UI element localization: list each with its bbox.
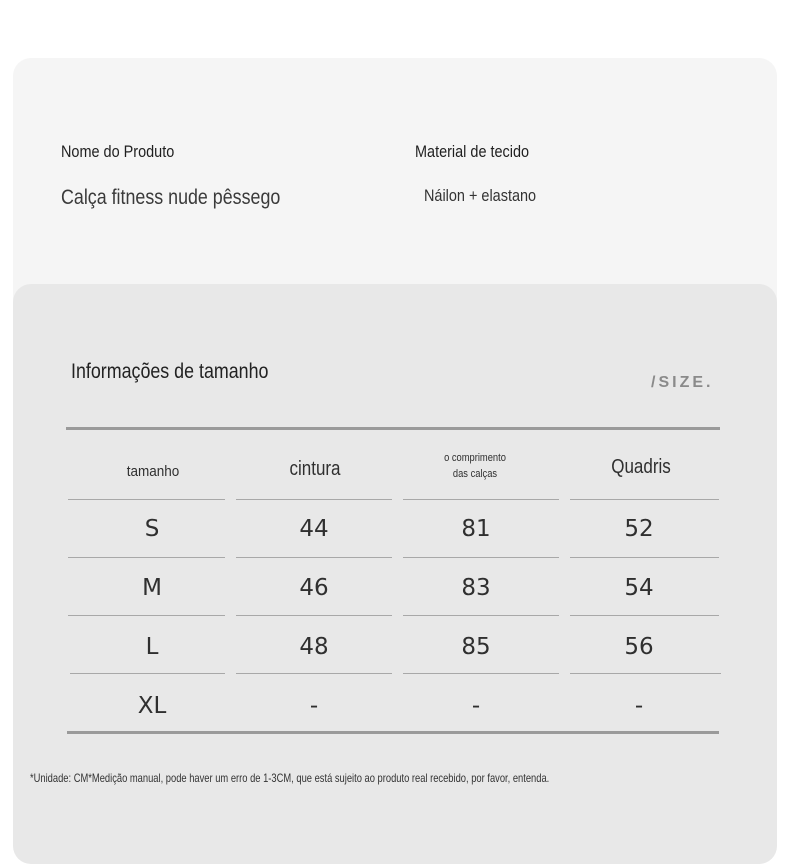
header-length-line2: das calças — [452, 468, 498, 480]
cell-size: S — [144, 516, 160, 542]
row-divider — [68, 615, 225, 616]
row-divider — [236, 499, 392, 500]
cell-length: 81 — [461, 516, 491, 542]
material-value: Náilon + elastano — [424, 186, 537, 205]
cell-waist: 48 — [299, 634, 329, 660]
cell-waist: 46 — [299, 575, 329, 601]
cell-length: 83 — [461, 575, 491, 601]
row-divider — [236, 673, 392, 674]
cell-size: M — [142, 575, 162, 601]
row-divider — [570, 673, 721, 674]
row-divider — [570, 557, 719, 558]
row-divider — [236, 557, 392, 558]
row-divider — [403, 615, 559, 616]
table-top-rule — [66, 427, 720, 430]
material-label: Material de tecido — [415, 142, 530, 161]
row-divider — [68, 499, 225, 500]
row-divider — [403, 499, 559, 500]
size-tag: /SIZE. — [651, 374, 714, 391]
product-name-value: Calça fitness nude pêssego — [61, 186, 281, 209]
table-bottom-rule — [67, 731, 719, 734]
row-divider — [570, 615, 719, 616]
header-hips: Quadris — [611, 456, 671, 478]
cell-waist: 44 — [299, 516, 329, 542]
cell-hips: 52 — [624, 516, 654, 542]
cell-hips: - — [634, 693, 644, 719]
cell-waist: - — [309, 693, 319, 719]
footnote: *Unidade: CM*Medição manual, pode haver um erro de 1-3CM, que está sujeito ao produto real recebido, por favor, entenda. — [30, 771, 550, 785]
header-length-line1: o comprimento — [444, 452, 506, 464]
row-divider — [68, 557, 225, 558]
row-divider — [70, 673, 225, 674]
cell-hips: 56 — [624, 634, 654, 660]
cell-hips: 54 — [624, 575, 654, 601]
cell-length: 85 — [461, 634, 491, 660]
header-size: tamanho — [126, 463, 180, 480]
size-section-title: Informações de tamanho — [71, 360, 269, 383]
cell-size: XL — [137, 693, 167, 719]
row-divider — [236, 615, 392, 616]
row-divider — [403, 557, 559, 558]
header-waist: cintura — [289, 458, 341, 480]
row-divider — [403, 673, 559, 674]
product-name-label: Nome do Produto — [61, 142, 175, 161]
row-divider — [570, 499, 719, 500]
cell-size: L — [145, 634, 159, 660]
cell-length: - — [471, 693, 481, 719]
